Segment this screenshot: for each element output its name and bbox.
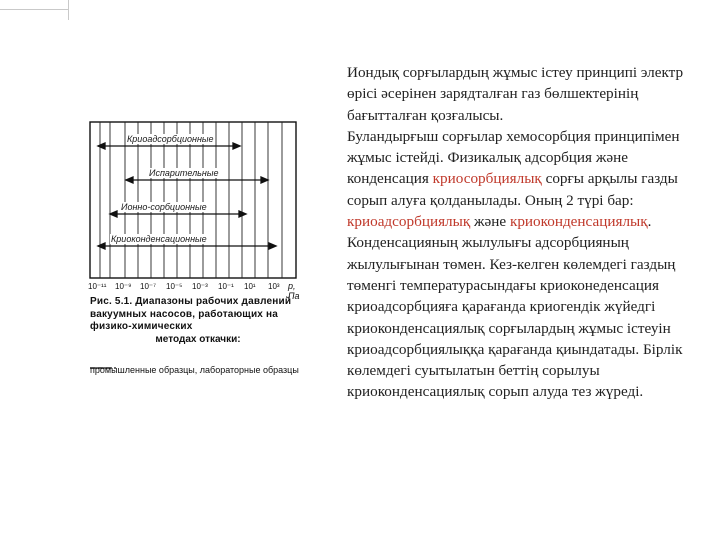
- caption-end: методах откачки:: [155, 333, 241, 345]
- text-run: Буландырғыш сорғылар хемосорбция принципімен жұмыс істейді. Физикалық адсорбция және конденсация: [347, 127, 680, 188]
- pressure-range-figure: [88, 120, 308, 410]
- axis-tick: 10¹: [244, 282, 256, 291]
- highlight-cryoadsorption: криоадсорбциялық: [347, 213, 471, 231]
- body-text: [322, 62, 702, 403]
- axis-tick: 10⁻⁷: [140, 282, 157, 291]
- legend-dashed-line-icon: [90, 365, 116, 371]
- band-label-cryocondensation: Криоконденсационные: [111, 234, 207, 244]
- paragraph-condensation: Конденсацияның жылулығы адсорбцияның жылулығынан төмен. Кез-келген көлемдегі газдың төменгі температурасындағы криоконеденсация криоадсорбцияға қарағанда криогендік жүйедгі криоконденсациялық сорғылардың жұмыс істеуін криоадсорбциялыққа қарағанда қиындатады. Бірлік көлемдегі суытылатын беттің сорылуы криоконденсациялық сорып алуда тез жүреді.: [347, 234, 683, 401]
- axis-tick: 10⁻⁵: [166, 282, 183, 291]
- figure-caption: [90, 296, 306, 346]
- axis-tick: 10³: [268, 282, 280, 291]
- axis-tick: 10⁻¹: [218, 282, 234, 291]
- legend-solid-label: промышленные образцы,: [90, 365, 198, 375]
- axis-tick: 10⁻⁹: [115, 282, 132, 291]
- paragraph-evaporative-pumps: [322, 126, 702, 232]
- legend-dashed-label: лабораторные образцы: [199, 365, 299, 375]
- axis-tick: 10⁻¹¹: [88, 282, 107, 291]
- axis-label: p, Па: [288, 281, 300, 301]
- corner-decoration-line: [0, 9, 68, 10]
- paragraph-ion-pumps: Иондық сорғылардың жұмыс істеу принципі электр өрісі әсерінен зарядталған газ бөлшектерінің бағытталған қозғалысы.: [347, 64, 684, 124]
- highlight-cryocondensation: криоконденсациялық: [509, 213, 648, 231]
- highlight-cryosorption: криосорбциялық: [432, 170, 542, 188]
- figure-legend: [90, 365, 308, 376]
- corner-decoration-line: [68, 0, 69, 20]
- axis-tick: 10⁻³: [192, 282, 208, 291]
- text-run: және: [470, 213, 510, 231]
- band-label-ion-sorption: Ионно-сорбционные: [121, 202, 207, 212]
- text-run: сорғы арқылы газды сорып алуға қолданылады. Оның 2 түрі бар:: [347, 170, 678, 209]
- caption-title: Диапазоны рабочих давлений вакуумных насосов, работающих на физико-химических: [90, 296, 292, 332]
- band-label-evaporative: Испарительные: [149, 168, 219, 178]
- caption-lead: Рис. 5.1.: [90, 296, 133, 307]
- band-label-cryoadsorption: Криоадсорбционные: [127, 134, 214, 144]
- text-run: .: [647, 213, 652, 231]
